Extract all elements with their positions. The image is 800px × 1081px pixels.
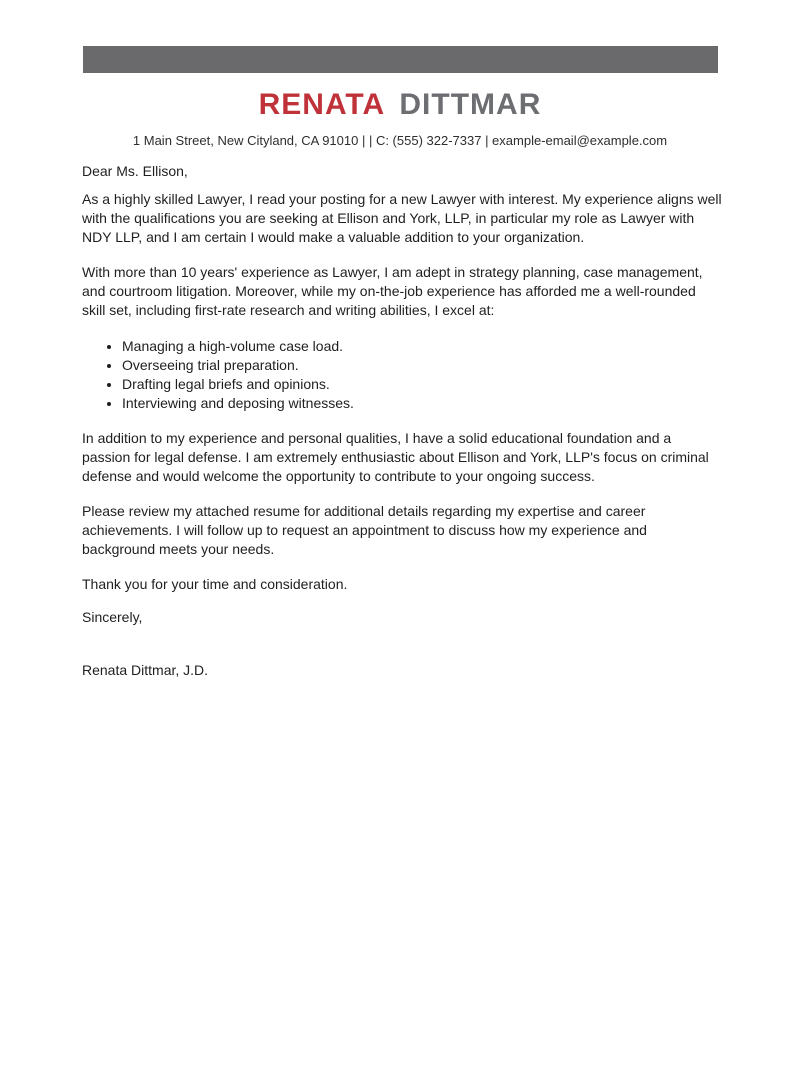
contact-line: 1 Main Street, New Cityland, CA 91010 | | C: (555) 322-7337 | example-email@example.com: [132, 133, 668, 148]
paragraph-experience: With more than 10 years' experience as Lawyer, I am adept in strategy planning, case management, and courtroom litigation. Moreover, while my on-the-job experience has afforded me a well-rounded skill set, including first-rate research and writing abilities, I excel at:: [82, 264, 703, 318]
list-item: • Overseeing trial preparation.: [122, 356, 722, 375]
list-item: • Interviewing and deposing witnesses.: [122, 394, 722, 413]
skills-list: [82, 337, 722, 413]
thanks-line: Thank you for your time and consideration.: [82, 576, 348, 592]
salutation: Dear Ms. Ellison,: [82, 163, 188, 179]
paragraph-education: In addition to my experience and personal qualities, I have a solid educational foundation and a passion for legal defense. I am extremely enthusiastic about Ellison and York, LLP's focus on criminal defense and would welcome the opportunity to contribute to your ongoing success.: [82, 430, 709, 484]
letter-body: [82, 162, 722, 680]
header-bar: [83, 46, 718, 73]
first-name: RENATA: [258, 88, 385, 121]
signature-name: Renata Dittmar, J.D.: [82, 662, 209, 678]
cover-letter-page: [0, 46, 800, 1081]
paragraph-intro: As a highly skilled Lawyer, I read your posting for a new Lawyer with interest. My experience aligns well with the qualifications you are seeking at Ellison and York, LLP, in particular my role as Lawyer with NDY LLP, and I am certain I would make a valuable addition to your organization.: [82, 191, 722, 245]
last-name: DITTMAR: [399, 88, 542, 121]
sign-off: Sincerely,: [82, 609, 143, 625]
page-title: [0, 88, 800, 122]
list-item: • Managing a high-volume case load.: [122, 337, 722, 356]
paragraph-resume: Please review my attached resume for additional details regarding my expertise and career achievements. I will follow up to request an appointment to discuss how my experience and background meets your needs.: [82, 503, 647, 557]
list-item: • Drafting legal briefs and opinions.: [122, 375, 722, 394]
